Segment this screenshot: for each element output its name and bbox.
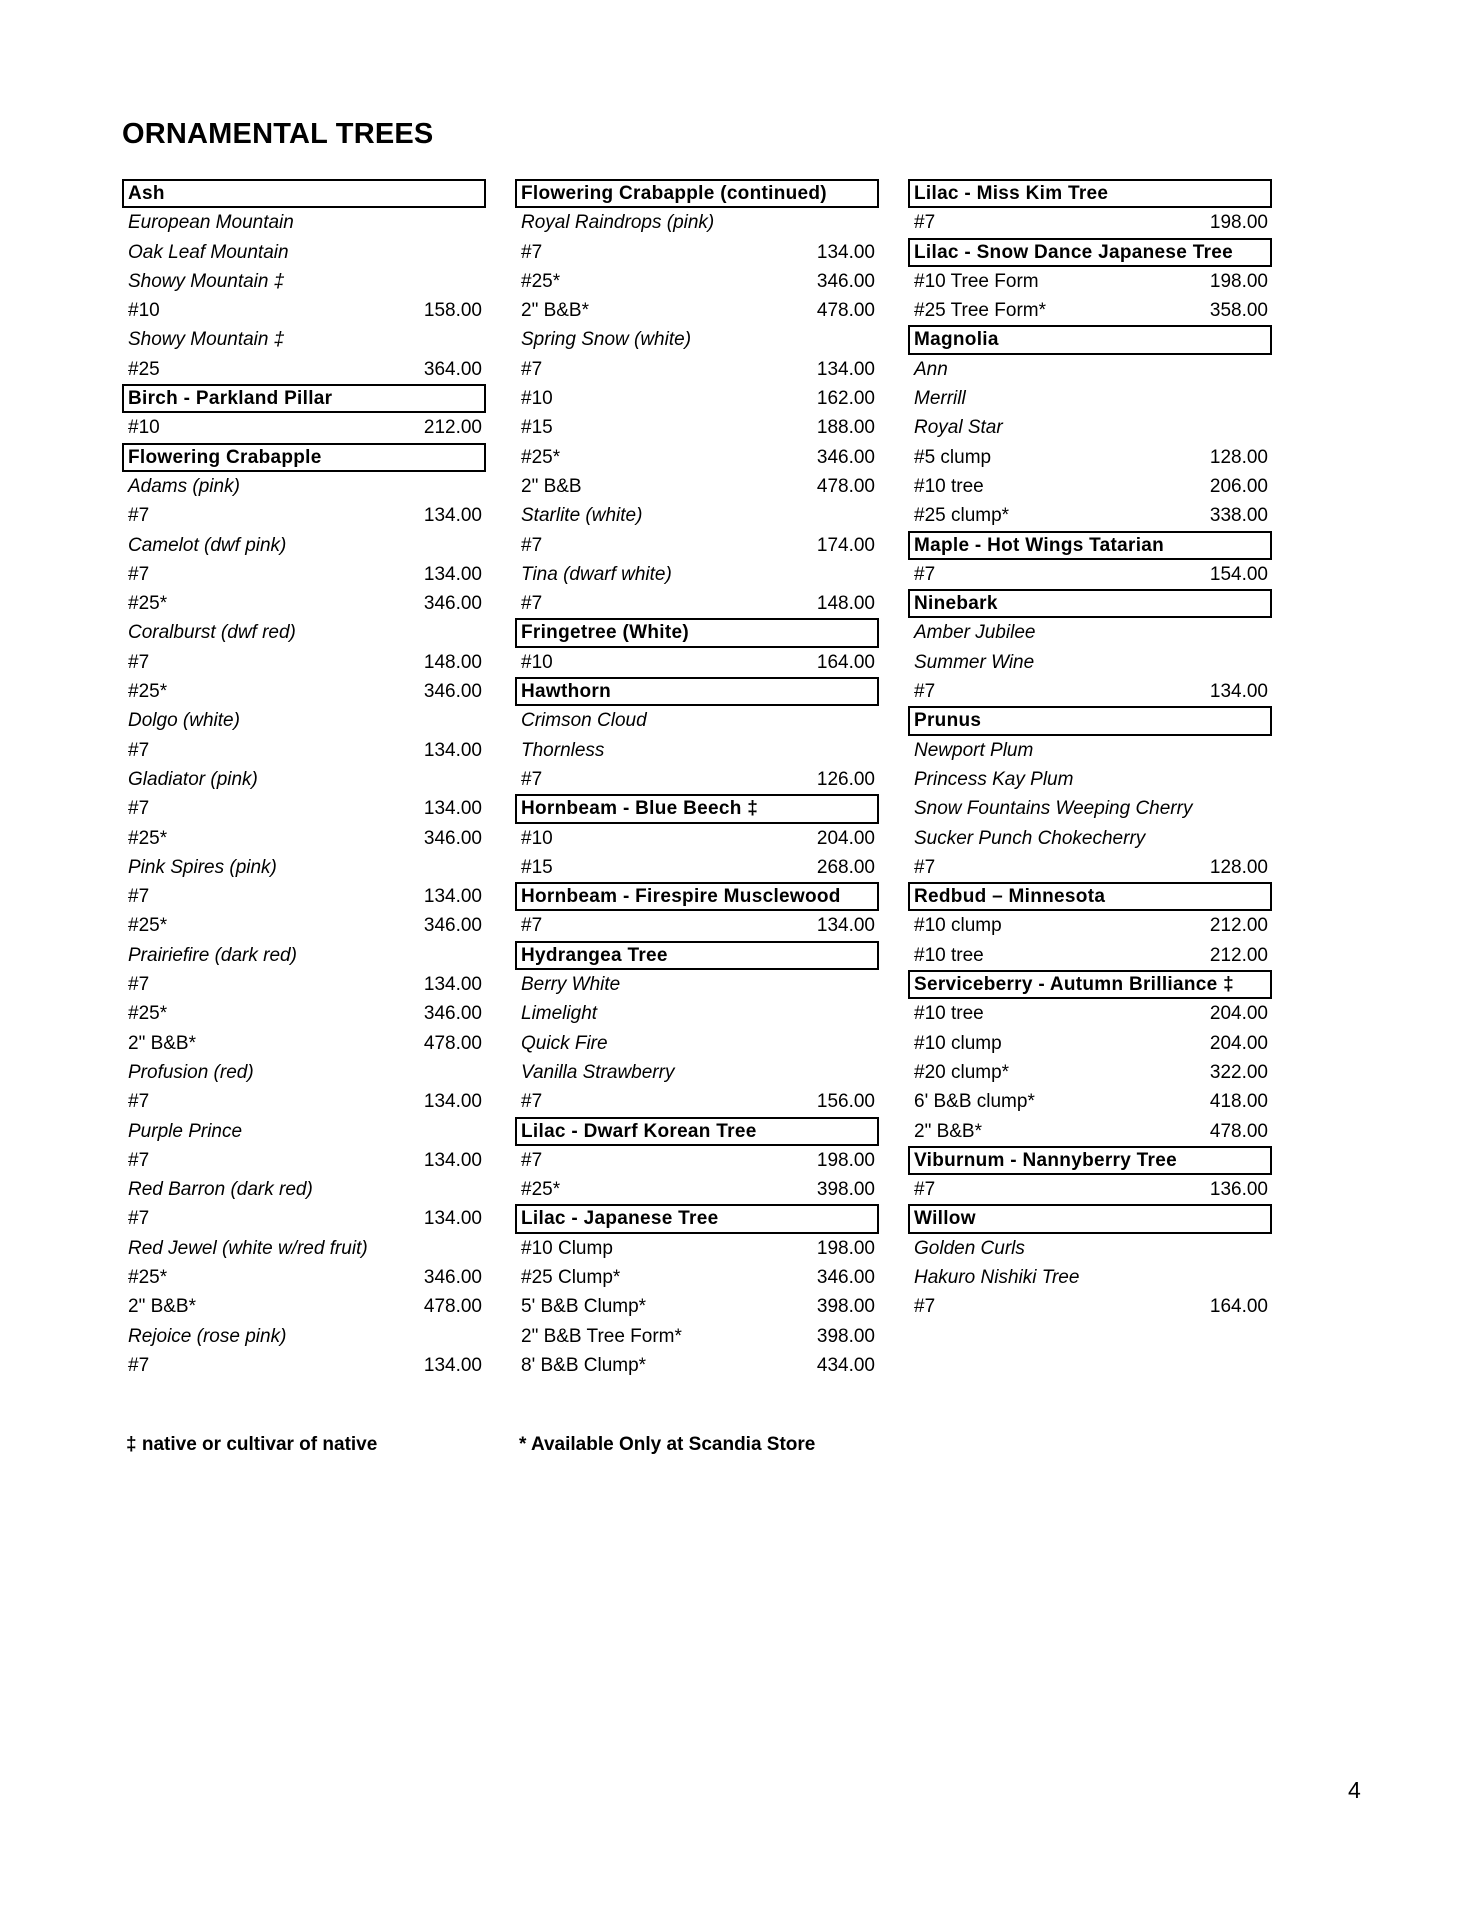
size-label: 6' B&B clump* xyxy=(914,1091,1035,1113)
size-label: #7 xyxy=(521,915,543,937)
price: 174.00 xyxy=(816,534,875,556)
size-label: #7 xyxy=(128,563,150,585)
size-price-row xyxy=(908,999,1272,1028)
price: 134.00 xyxy=(816,241,875,263)
size-label: #7 xyxy=(521,1091,543,1113)
size-price-row xyxy=(515,1175,879,1204)
variety-name: Limelight xyxy=(521,1003,598,1025)
size-label: #10 xyxy=(128,417,160,439)
size-price-row xyxy=(122,1029,486,1058)
variety-name: Tina (dwarf white) xyxy=(521,563,672,585)
size-label: #25* xyxy=(128,681,168,703)
size-label: #7 xyxy=(521,241,543,263)
size-price-row xyxy=(122,1146,486,1175)
category-header: Maple - Hot Wings Tatarian xyxy=(908,531,1272,560)
size-label: #7 xyxy=(128,798,150,820)
variety-name: Spring Snow (white) xyxy=(521,329,692,351)
variety-name: Hakuro Nishiki Tree xyxy=(914,1266,1080,1288)
size-price-row xyxy=(908,941,1272,970)
category-header: Lilac - Miss Kim Tree xyxy=(908,179,1272,208)
variety-name: Summer Wine xyxy=(914,651,1035,673)
variety-name: Amber Jubilee xyxy=(914,622,1036,644)
price: 212.00 xyxy=(423,417,482,439)
price: 134.00 xyxy=(423,886,482,908)
size-label: #7 xyxy=(521,1149,543,1171)
category-header: Prunus xyxy=(908,706,1272,735)
size-label: #25 Clump* xyxy=(521,1266,621,1288)
variety-name: Merrill xyxy=(914,388,966,410)
price: 434.00 xyxy=(816,1354,875,1376)
size-label: #7 xyxy=(914,856,936,878)
size-price-row xyxy=(908,853,1272,882)
size-price-row xyxy=(908,267,1272,296)
size-label: #10 clump xyxy=(914,1032,1002,1054)
size-price-row xyxy=(515,1234,879,1263)
price: 268.00 xyxy=(816,856,875,878)
price: 134.00 xyxy=(423,1354,482,1376)
size-label: #7 xyxy=(521,768,543,790)
category-header: Willow xyxy=(908,1204,1272,1233)
size-label: 2" B&B xyxy=(521,475,582,497)
price: 134.00 xyxy=(423,505,482,527)
size-price-row xyxy=(122,1351,486,1380)
size-price-row xyxy=(122,296,486,325)
size-price-row xyxy=(515,824,879,853)
variety-name: Snow Fountains Weeping Cherry xyxy=(914,798,1193,820)
size-label: #7 xyxy=(521,593,543,615)
size-label: 2" B&B* xyxy=(914,1120,983,1142)
size-label: #25 xyxy=(128,358,160,380)
price: 322.00 xyxy=(1209,1061,1268,1083)
variety-name: Rejoice (rose pink) xyxy=(128,1325,287,1347)
price: 212.00 xyxy=(1209,915,1268,937)
size-price-row xyxy=(515,1146,879,1175)
variety-name: Adams (pink) xyxy=(128,475,240,497)
size-price-row xyxy=(515,911,879,940)
price: 346.00 xyxy=(423,1266,482,1288)
size-label: #25* xyxy=(128,1266,168,1288)
size-label: #10 Clump xyxy=(521,1237,613,1259)
size-label: #10 tree xyxy=(914,944,984,966)
variety-name: Red Jewel (white w/red fruit) xyxy=(128,1237,368,1259)
size-label: #15 xyxy=(521,417,553,439)
category-header: Flowering Crabapple (continued) xyxy=(515,179,879,208)
size-label: #25* xyxy=(128,915,168,937)
size-label: #10 Tree Form xyxy=(914,270,1039,292)
category-header: Lilac - Japanese Tree xyxy=(515,1204,879,1233)
page-number: 4 xyxy=(1348,1777,1361,1803)
size-label: #7 xyxy=(128,1354,150,1376)
price: 148.00 xyxy=(423,651,482,673)
size-price-row xyxy=(515,443,879,472)
legend-store-only: * Available Only at Scandia Store xyxy=(519,1434,816,1455)
variety-name: Coralburst (dwf red) xyxy=(128,622,296,644)
size-price-row xyxy=(908,1292,1272,1321)
size-price-row xyxy=(515,384,879,413)
size-label: #25* xyxy=(521,270,561,292)
size-label: #7 xyxy=(914,212,936,234)
size-label: #10 tree xyxy=(914,475,984,497)
size-label: #7 xyxy=(128,1149,150,1171)
size-label: #7 xyxy=(914,1179,936,1201)
size-price-row xyxy=(122,970,486,999)
size-label: 2" B&B* xyxy=(521,300,590,322)
size-price-row xyxy=(122,1263,486,1292)
price: 198.00 xyxy=(1209,270,1268,292)
size-price-row xyxy=(908,443,1272,472)
category-header: Flowering Crabapple xyxy=(122,443,486,472)
size-label: #7 xyxy=(128,739,150,761)
size-label: #10 xyxy=(521,827,553,849)
size-label: #7 xyxy=(914,1296,936,1318)
price: 126.00 xyxy=(816,768,875,790)
price: 204.00 xyxy=(1209,1003,1268,1025)
category-header: Hornbeam - Firespire Musclewood xyxy=(515,882,879,911)
price: 164.00 xyxy=(816,651,875,673)
size-price-row xyxy=(908,911,1272,940)
size-price-row xyxy=(515,1263,879,1292)
price: 148.00 xyxy=(816,593,875,615)
category-header: Hornbeam - Blue Beech ‡ xyxy=(515,794,879,823)
category-header: Lilac - Dwarf Korean Tree xyxy=(515,1117,879,1146)
price: 134.00 xyxy=(423,563,482,585)
category-header: Serviceberry - Autumn Brilliance ‡ xyxy=(908,970,1272,999)
variety-name: Prairiefire (dark red) xyxy=(128,944,297,966)
category-header: Hawthorn xyxy=(515,677,879,706)
size-price-row xyxy=(515,267,879,296)
size-price-row xyxy=(122,882,486,911)
category-header: Ninebark xyxy=(908,589,1272,618)
variety-name: Showy Mountain ‡ xyxy=(128,270,285,292)
price: 128.00 xyxy=(1209,446,1268,468)
size-price-row xyxy=(908,472,1272,501)
category-header: Ash xyxy=(122,179,486,208)
size-price-row xyxy=(122,1292,486,1321)
category-header: Fringetree (White) xyxy=(515,618,879,647)
price: 204.00 xyxy=(1209,1032,1268,1054)
variety-name: Berry White xyxy=(521,974,621,996)
size-price-row xyxy=(515,1292,879,1321)
price: 364.00 xyxy=(423,358,482,380)
size-label: #25 Tree Form* xyxy=(914,300,1046,322)
size-price-row xyxy=(122,501,486,530)
size-label: #10 xyxy=(521,388,553,410)
variety-name: Gladiator (pink) xyxy=(128,768,258,790)
price: 198.00 xyxy=(816,1149,875,1171)
category-header: Magnolia xyxy=(908,325,1272,354)
size-label: #7 xyxy=(128,886,150,908)
size-price-row xyxy=(515,1087,879,1116)
size-price-row xyxy=(908,1058,1272,1087)
variety-name: Crimson Cloud xyxy=(521,710,647,732)
price: 134.00 xyxy=(1209,681,1268,703)
price: 338.00 xyxy=(1209,505,1268,527)
size-label: #10 tree xyxy=(914,1003,984,1025)
variety-name: European Mountain xyxy=(128,212,294,234)
price: 198.00 xyxy=(1209,212,1268,234)
size-label: #7 xyxy=(128,1208,150,1230)
price: 418.00 xyxy=(1209,1091,1268,1113)
size-price-row xyxy=(515,413,879,442)
variety-name: Golden Curls xyxy=(914,1237,1025,1259)
size-price-row xyxy=(122,589,486,618)
price: 346.00 xyxy=(423,1003,482,1025)
variety-name: Profusion (red) xyxy=(128,1061,254,1083)
size-label: #15 xyxy=(521,856,553,878)
size-label: #7 xyxy=(914,681,936,703)
size-label: #7 xyxy=(128,974,150,996)
size-price-row xyxy=(122,1204,486,1233)
price: 346.00 xyxy=(816,446,875,468)
price: 158.00 xyxy=(423,300,482,322)
price: 134.00 xyxy=(423,1208,482,1230)
size-label: #7 xyxy=(521,534,543,556)
price: 134.00 xyxy=(423,974,482,996)
price: 134.00 xyxy=(423,798,482,820)
size-price-row xyxy=(908,1117,1272,1146)
size-label: #25 clump* xyxy=(914,505,1010,527)
size-price-row xyxy=(908,1175,1272,1204)
size-label: #25* xyxy=(128,827,168,849)
price: 136.00 xyxy=(1209,1179,1268,1201)
size-label: #10 xyxy=(521,651,553,673)
variety-name: Sucker Punch Chokecherry xyxy=(914,827,1146,849)
size-label: #7 xyxy=(521,358,543,380)
size-label: #7 xyxy=(128,505,150,527)
category-header: Redbud – Minnesota xyxy=(908,882,1272,911)
size-price-row xyxy=(908,1087,1272,1116)
size-label: 2" B&B* xyxy=(128,1296,197,1318)
size-price-row xyxy=(515,355,879,384)
variety-name: Princess Kay Plum xyxy=(914,768,1074,790)
size-label: #10 xyxy=(128,300,160,322)
category-header: Birch - Parkland Pillar xyxy=(122,384,486,413)
variety-name: Pink Spires (pink) xyxy=(128,856,277,878)
variety-name: Red Barron (dark red) xyxy=(128,1179,313,1201)
price: 346.00 xyxy=(423,593,482,615)
size-label: 2" B&B* xyxy=(128,1032,197,1054)
price: 478.00 xyxy=(816,300,875,322)
price: 206.00 xyxy=(1209,475,1268,497)
variety-name: Oak Leaf Mountain xyxy=(128,241,289,263)
size-label: #7 xyxy=(128,651,150,673)
category-header: Hydrangea Tree xyxy=(515,941,879,970)
size-label: 5' B&B Clump* xyxy=(521,1296,647,1318)
size-label: 8' B&B Clump* xyxy=(521,1354,647,1376)
size-price-row xyxy=(515,531,879,560)
size-price-row xyxy=(515,238,879,267)
size-price-row xyxy=(515,765,879,794)
size-price-row xyxy=(908,1029,1272,1058)
size-price-row xyxy=(908,501,1272,530)
variety-name: Royal Star xyxy=(914,417,1003,439)
size-price-row xyxy=(908,208,1272,237)
size-price-row xyxy=(515,296,879,325)
price: 134.00 xyxy=(816,915,875,937)
price: 358.00 xyxy=(1209,300,1268,322)
size-price-row xyxy=(515,853,879,882)
price: 398.00 xyxy=(816,1179,875,1201)
category-header: Lilac - Snow Dance Japanese Tree xyxy=(908,238,1272,267)
size-price-row xyxy=(122,824,486,853)
price: 398.00 xyxy=(816,1325,875,1347)
size-price-row xyxy=(908,560,1272,589)
variety-name: Thornless xyxy=(521,739,605,761)
variety-name: Ann xyxy=(914,358,948,380)
variety-name: Camelot (dwf pink) xyxy=(128,534,287,556)
price: 346.00 xyxy=(423,827,482,849)
size-label: #5 clump xyxy=(914,446,992,468)
size-price-row xyxy=(122,1087,486,1116)
size-price-row xyxy=(122,413,486,442)
price: 134.00 xyxy=(423,1091,482,1113)
variety-name: Newport Plum xyxy=(914,739,1034,761)
price: 346.00 xyxy=(423,915,482,937)
price: 212.00 xyxy=(1209,944,1268,966)
price: 188.00 xyxy=(816,417,875,439)
size-price-row xyxy=(515,1351,879,1380)
variety-name: Quick Fire xyxy=(521,1032,608,1054)
price: 204.00 xyxy=(816,827,875,849)
price: 478.00 xyxy=(423,1296,482,1318)
size-price-row xyxy=(122,560,486,589)
price: 346.00 xyxy=(816,270,875,292)
size-price-row xyxy=(122,648,486,677)
price: 134.00 xyxy=(423,1149,482,1171)
variety-name: Dolgo (white) xyxy=(128,710,240,732)
page-title: ORNAMENTAL TREES xyxy=(122,118,434,150)
price: 164.00 xyxy=(1209,1296,1268,1318)
size-price-row xyxy=(908,296,1272,325)
price: 198.00 xyxy=(816,1237,875,1259)
variety-name: Purple Prince xyxy=(128,1120,243,1142)
price: 478.00 xyxy=(816,475,875,497)
variety-name: Royal Raindrops (pink) xyxy=(521,212,715,234)
size-price-row xyxy=(515,1322,879,1351)
size-price-row xyxy=(122,355,486,384)
price: 346.00 xyxy=(423,681,482,703)
size-price-row xyxy=(122,999,486,1028)
size-price-row xyxy=(122,911,486,940)
size-label: #25* xyxy=(521,1179,561,1201)
price: 156.00 xyxy=(816,1091,875,1113)
size-label: #25* xyxy=(521,446,561,468)
size-label: #20 clump* xyxy=(914,1061,1010,1083)
size-label: #10 clump xyxy=(914,915,1002,937)
price: 134.00 xyxy=(816,358,875,380)
price: 478.00 xyxy=(1209,1120,1268,1142)
price-column-1 xyxy=(122,179,486,1380)
size-label: #25* xyxy=(128,593,168,615)
size-price-row xyxy=(122,677,486,706)
price: 346.00 xyxy=(816,1266,875,1288)
price-column-2 xyxy=(515,179,879,1380)
size-price-row xyxy=(515,648,879,677)
variety-name: Showy Mountain ‡ xyxy=(128,329,285,351)
price: 162.00 xyxy=(816,388,875,410)
variety-name: Vanilla Strawberry xyxy=(521,1061,675,1083)
size-label: #25* xyxy=(128,1003,168,1025)
size-price-row xyxy=(908,677,1272,706)
price: 134.00 xyxy=(423,739,482,761)
price: 128.00 xyxy=(1209,856,1268,878)
size-label: #7 xyxy=(914,563,936,585)
size-price-row xyxy=(515,589,879,618)
price: 478.00 xyxy=(423,1032,482,1054)
size-price-row xyxy=(515,472,879,501)
size-price-row xyxy=(122,794,486,823)
legend-native: ‡ native or cultivar of native xyxy=(126,1434,378,1455)
size-label: 2" B&B Tree Form* xyxy=(521,1325,682,1347)
variety-name: Starlite (white) xyxy=(521,505,643,527)
category-header: Viburnum - Nannyberry Tree xyxy=(908,1146,1272,1175)
price-column-3 xyxy=(908,179,1272,1322)
price: 154.00 xyxy=(1209,563,1268,585)
size-label: #7 xyxy=(128,1091,150,1113)
size-price-row xyxy=(122,736,486,765)
price: 398.00 xyxy=(816,1296,875,1318)
